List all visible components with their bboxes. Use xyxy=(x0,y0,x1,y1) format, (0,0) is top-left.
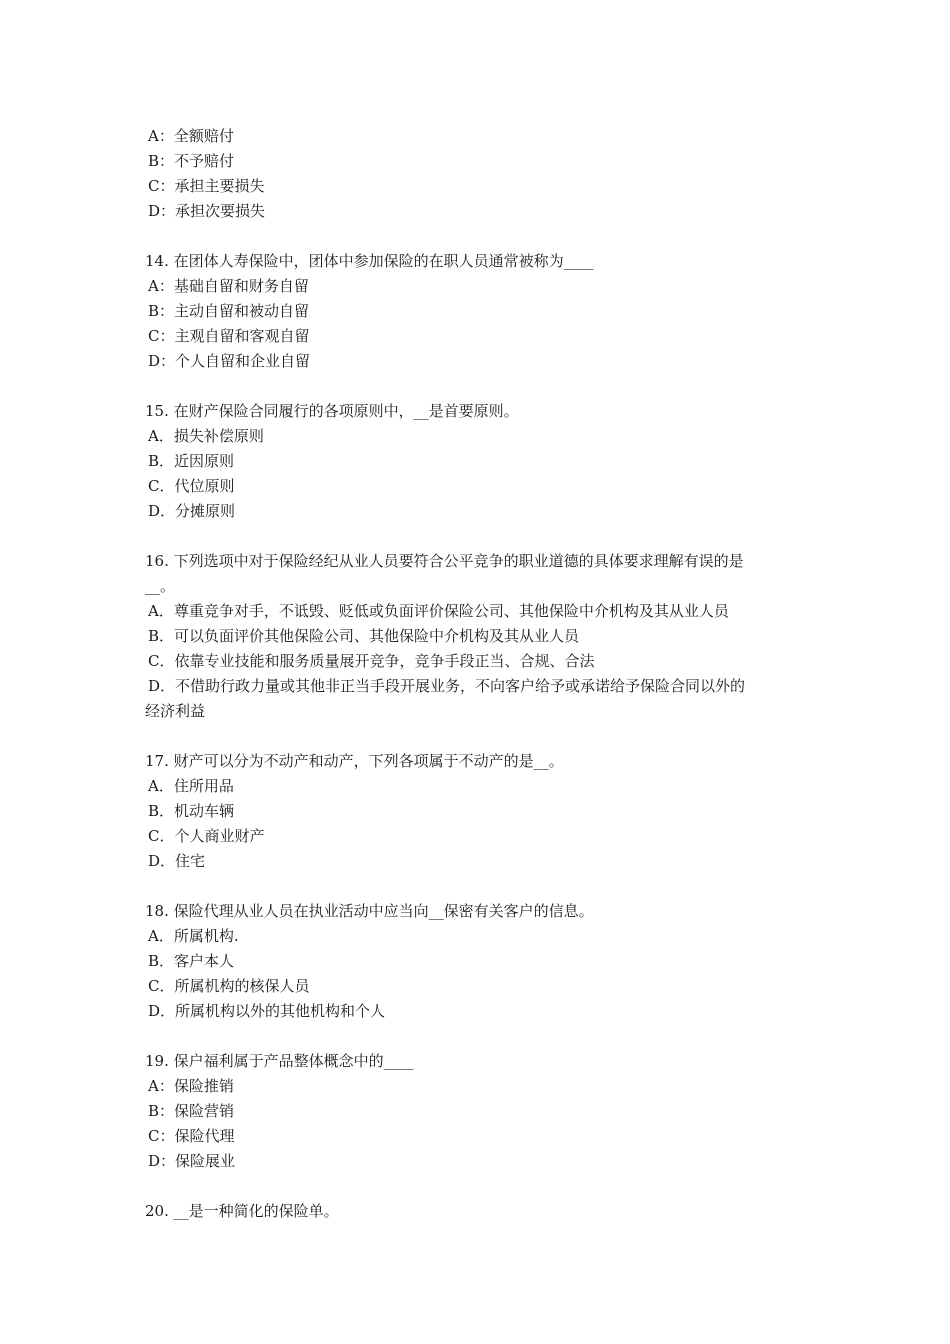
option-c: C．代位原则 xyxy=(148,477,235,495)
question-block-14 xyxy=(145,249,810,374)
option-d: D．分摊原则 xyxy=(148,502,236,520)
option-b: B：不予赔付 xyxy=(148,152,235,170)
option-a: A：保险推销 xyxy=(148,1077,234,1095)
option-b: B：主动自留和被动自留 xyxy=(148,302,310,320)
question-block-20 xyxy=(145,1199,810,1224)
option-d: D．不借助行政力量或其他非正当手段开展业务，不向客户给予或承诺给予保险合同以外的 xyxy=(148,677,746,695)
question-text: 15. 在财产保险合同履行的各项原则中，__是首要原则。 xyxy=(145,402,519,420)
question-block-15 xyxy=(145,399,810,524)
question-text-continuation: __。 xyxy=(145,577,176,595)
option-a: A：全额赔付 xyxy=(148,127,234,145)
question-text: 18. 保险代理从业人员在执业活动中应当向__保密有关客户的信息。 xyxy=(145,902,594,920)
option-a: A．尊重竞争对手，不诋毁、贬低或负面评价保险公司、其他保险中介机构及其从业人员 xyxy=(148,602,729,620)
option-a: A．损失补偿原则 xyxy=(148,427,264,445)
option-d-continuation: 经济利益 xyxy=(145,702,206,720)
option-d: D：保险展业 xyxy=(148,1152,236,1170)
option-d: D：承担次要损失 xyxy=(148,202,266,220)
question-list xyxy=(145,124,810,1249)
option-c: C：主观自留和客观自留 xyxy=(148,327,310,345)
question-block-16 xyxy=(145,549,810,724)
question-text: 19. 保户福利属于产品整体概念中的____ xyxy=(145,1052,414,1070)
option-c: C：保险代理 xyxy=(148,1127,235,1145)
option-b: B．客户本人 xyxy=(148,952,235,970)
option-d: D．所属机构以外的其他机构和个人 xyxy=(148,1002,386,1020)
option-c: C．依靠专业技能和服务质量展开竞争，竞争手段正当、合规、合法 xyxy=(148,652,595,670)
question-text: 16. 下列选项中对于保险经纪从业人员要符合公平竞争的职业道德的具体要求理解有误的是 xyxy=(145,552,744,570)
option-b: B．机动车辆 xyxy=(148,802,235,820)
question-text: 17. 财产可以分为不动产和动产，下列各项属于不动产的是__。 xyxy=(145,752,564,770)
option-c: C：承担主要损失 xyxy=(148,177,265,195)
question-block-13 xyxy=(145,124,810,224)
option-c: C．个人商业财产 xyxy=(148,827,265,845)
option-b: B．可以负面评价其他保险公司、其他保险中介机构及其从业人员 xyxy=(148,627,580,645)
option-a: A：基础自留和财务自留 xyxy=(148,277,309,295)
option-b: B．近因原则 xyxy=(148,452,235,470)
question-block-18 xyxy=(145,899,810,1024)
option-d: D：个人自留和企业自留 xyxy=(148,352,311,370)
option-b: B：保险营销 xyxy=(148,1102,235,1120)
question-block-17 xyxy=(145,749,810,874)
option-a: A．所属机构. xyxy=(148,927,239,945)
question-text: 20. __是一种简化的保险单。 xyxy=(145,1202,339,1220)
question-text: 14. 在团体人寿保险中，团体中参加保险的在职人员通常被称为____ xyxy=(145,252,594,270)
question-block-19 xyxy=(145,1049,810,1174)
option-d: D．住宅 xyxy=(148,852,206,870)
option-c: C．所属机构的核保人员 xyxy=(148,977,310,995)
option-a: A．住所用品 xyxy=(148,777,234,795)
